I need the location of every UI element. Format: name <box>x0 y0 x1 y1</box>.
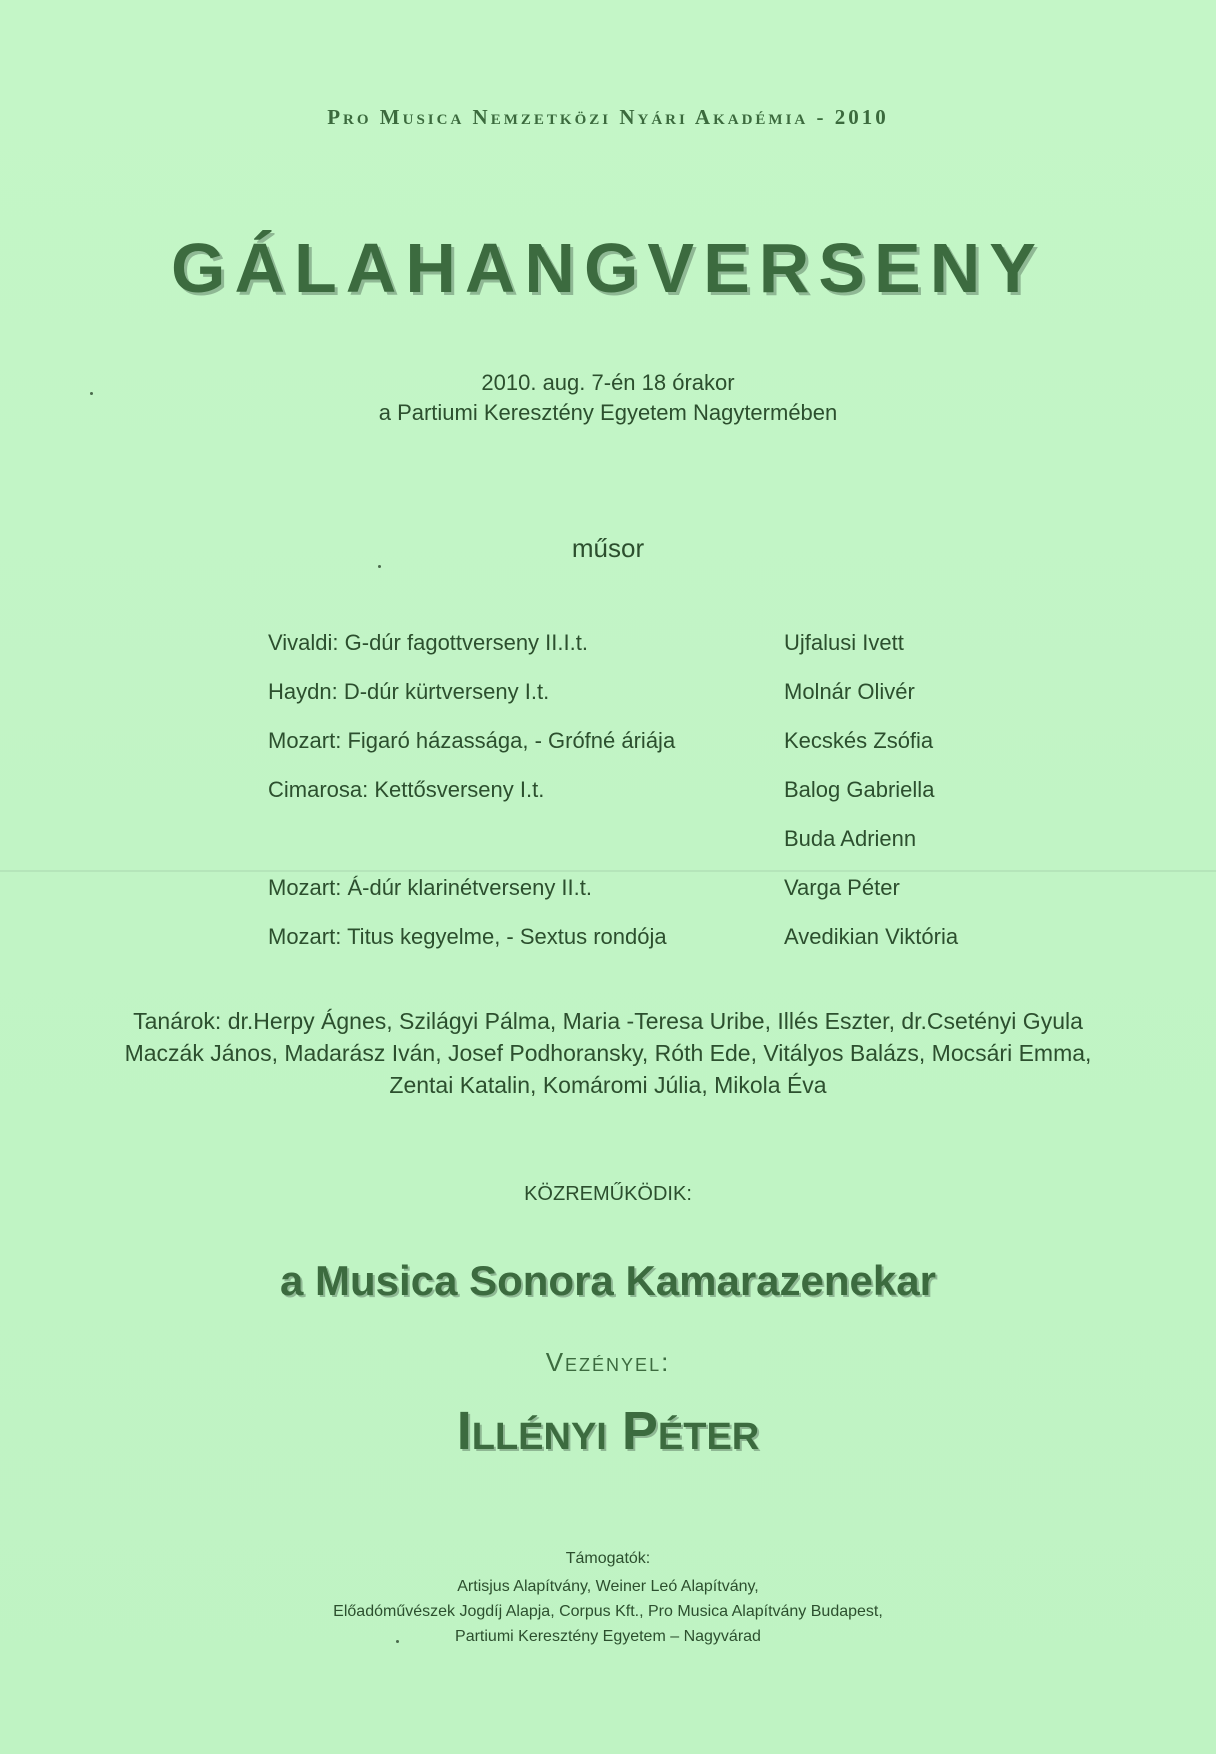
program-performer: Kecskés Zsófia <box>784 728 934 753</box>
program-piece: Mozart: Titus kegyelme, - Sextus rondója <box>268 924 667 949</box>
program-performer: Balog Gabriella <box>784 777 935 802</box>
concert-venue: a Partiumi Keresztény Egyetem Nagytermében <box>378 400 838 425</box>
program-piece: Vivaldi: G-dúr fagottverseny II.I.t. <box>268 630 588 655</box>
program-performer: Buda Adrienn <box>784 826 917 851</box>
concert-date: 2010. aug. 7-én 18 órakor <box>481 370 735 395</box>
paper-speck <box>378 565 381 568</box>
program-row <box>268 679 1028 728</box>
conductor-name: Illényi Péter <box>456 1401 760 1461</box>
program-list <box>268 630 1028 973</box>
page-title: GÁLAHANGVERSENY <box>171 229 1045 307</box>
teachers-line: Tanárok: dr.Herpy Ágnes, Szilágyi Pálma, Maria -Teresa Uribe, Illés Eszter, dr.Csetényi Gyula <box>133 1008 1083 1034</box>
teachers-list <box>120 1005 1096 1101</box>
program-performer: Ujfalusi Ivett <box>784 630 904 655</box>
teachers-line: Zentai Katalin, Komáromi Júlia, Mikola Éva <box>389 1072 827 1098</box>
sponsors-line: Artisjus Alapítvány, Weiner Leó Alapítvány, <box>457 1578 759 1595</box>
academy-line: Pro Musica Nemzetközi Nyári Akadémia - 2010 <box>327 105 889 129</box>
program-piece: Mozart: Figaró házassága, - Grófné áriája <box>268 728 676 753</box>
program-heading: műsor <box>571 533 645 563</box>
program-performer: Varga Péter <box>784 875 900 900</box>
sponsors-title: Támogatók: <box>565 1550 651 1567</box>
program-piece: Mozart: Á-dúr klarinétverseny II.t. <box>268 875 592 900</box>
program-performer: Avedikian Viktória <box>784 924 959 949</box>
program-row <box>268 875 1028 924</box>
program-row <box>268 630 1028 679</box>
program-performer: Molnár Olivér <box>784 679 915 704</box>
conductor-label: Vezényel: <box>545 1347 671 1377</box>
program-row <box>268 826 1028 875</box>
program-row <box>268 728 1028 777</box>
teachers-line: Maczák János, Madarász Iván, Josef Podhoransky, Róth Ede, Vitályos Balázs, Mocsári Emma, <box>124 1040 1092 1066</box>
program-row <box>268 924 1028 973</box>
program-row <box>268 777 1028 826</box>
ensemble-name: a Musica Sonora Kamarazenekar <box>280 1257 936 1304</box>
sponsors-line: Partiumi Keresztény Egyetem – Nagyvárad <box>455 1628 761 1645</box>
program-piece: Cimarosa: Kettősverseny I.t. <box>268 777 545 802</box>
performers-label: KÖZREMŰKÖDIK: <box>524 1183 692 1205</box>
program-piece: Haydn: D-dúr kürtverseny I.t. <box>268 679 550 704</box>
sponsors-line: Előadóművészek Jogdíj Alapja, Corpus Kft., Pro Musica Alapítvány Budapest, <box>333 1603 883 1620</box>
